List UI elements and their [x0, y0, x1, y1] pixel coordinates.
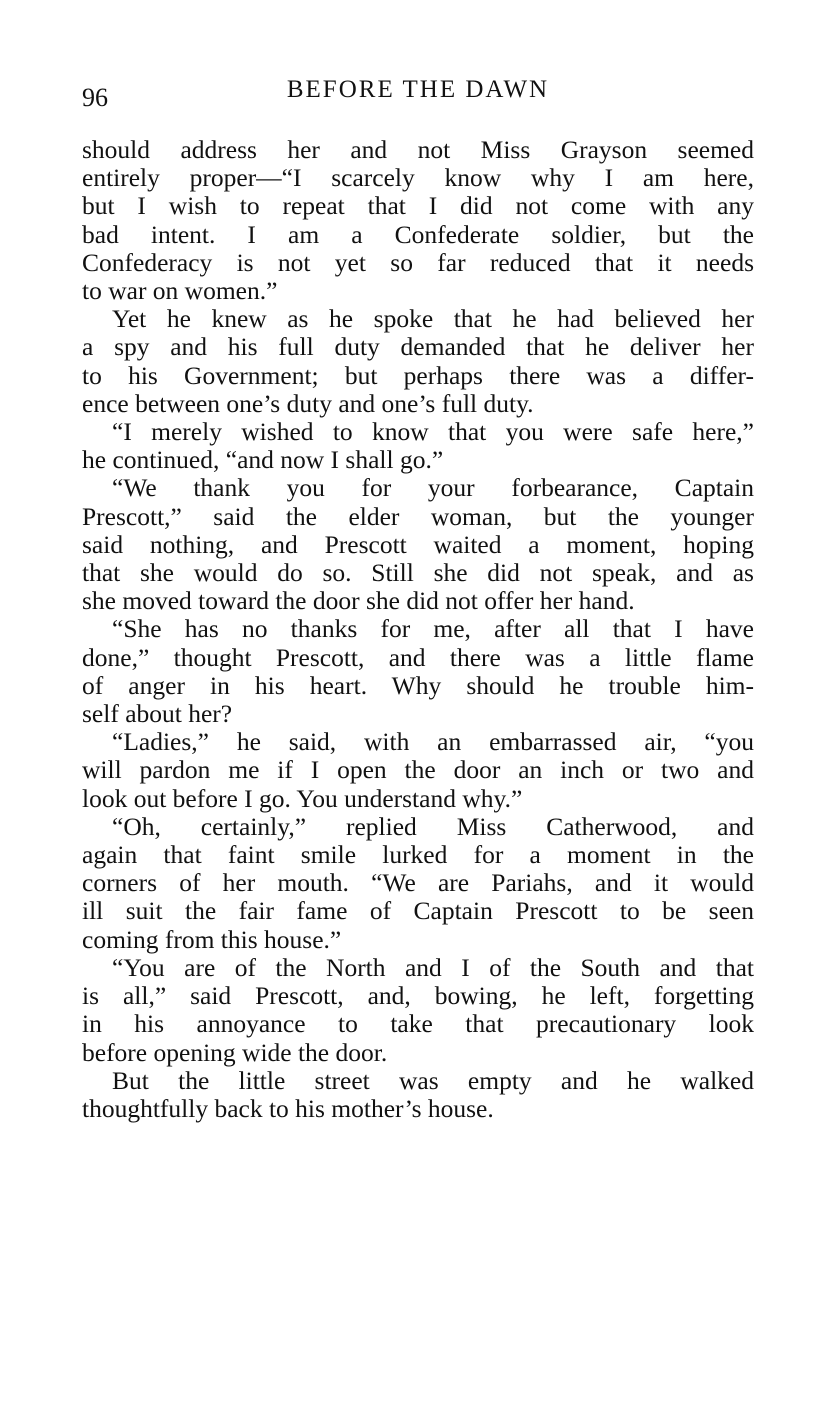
text-line: But the little street was empty and he walked: [112, 1065, 754, 1095]
paragraph: [82, 474, 754, 615]
paragraph: [82, 418, 754, 474]
text-line: but I wish to repeat that I did not come with any: [82, 191, 754, 221]
text-line: Yet he knew as he spoke that he had believed her: [112, 304, 754, 334]
text-line: before opening wide the door.: [82, 1037, 388, 1067]
text-line: “I merely wished to know that you were safe here,”: [112, 417, 754, 447]
text-line: done,” thought Prescott, and there was a little flame: [82, 642, 754, 672]
text-line: should address her and not Miss Grayson seemed: [82, 135, 754, 164]
text-line: to his Government; but perhaps there was a differ-: [82, 360, 754, 390]
text-line: “You are of the North and I of the South and that: [112, 952, 754, 982]
text-line: corners of her mouth. “We are Pariahs, and it would: [82, 868, 754, 898]
text-line: she moved toward the door she did not offer her hand.: [82, 586, 635, 616]
text-line: thoughtfully back to his mother’s house.: [82, 1093, 494, 1123]
text-line: in his annoyance to take that precautionary look: [82, 1009, 754, 1039]
text-line: “Oh, certainly,” replied Miss Catherwood, and: [112, 811, 754, 841]
paragraph: [82, 728, 754, 813]
running-head: [82, 70, 754, 114]
text-line: look out before I go. You understand why.”: [82, 783, 523, 813]
text-line: again that faint smile lurked for a moment in the: [82, 840, 754, 870]
text-line: “She has no thanks for me, after all that I have: [112, 614, 754, 644]
paragraph: [82, 136, 754, 305]
text-line: a spy and his full duty demanded that he deliver her: [82, 332, 754, 362]
text-line: Prescott,” said the elder woman, but the younger: [82, 501, 754, 531]
text-line: coming from this house.”: [82, 924, 342, 954]
text-line: to war on women.”: [82, 276, 278, 306]
body-text: [82, 136, 754, 1123]
text-line: bad intent. I am a Confederate soldier, but the: [82, 219, 754, 249]
text-line: of anger in his heart. Why should he trouble him-: [82, 670, 754, 700]
text-line: self about her?: [82, 699, 233, 729]
text-line: he continued, “and now I shall go.”: [82, 445, 444, 475]
text-line: is all,” said Prescott, and, bowing, he left, forgetting: [82, 981, 754, 1011]
text-line: Confederacy is not yet so far reduced that it needs: [82, 247, 754, 277]
text-line: will pardon me if I open the door an inch or two and: [82, 755, 754, 785]
text-line: “Ladies,” he said, with an embarrassed air, “you: [112, 727, 754, 757]
paragraph: [82, 813, 754, 954]
text-line: ill suit the fair fame of Captain Prescott to be seen: [82, 896, 754, 926]
paragraph: [82, 1067, 754, 1123]
page-number: 96: [82, 83, 108, 112]
running-title: BEFORE THE DAWN: [286, 76, 550, 103]
book-page: [82, 70, 754, 1123]
text-line: said nothing, and Prescott waited a moment, hoping: [82, 529, 754, 559]
text-line: entirely proper—“I scarcely know why I am here,: [82, 163, 754, 193]
text-line: ence between one’s duty and one’s full duty.: [82, 388, 534, 418]
paragraph: [82, 954, 754, 1067]
paragraph: [82, 615, 754, 728]
text-line: “We thank you for your forbearance, Captain: [112, 473, 754, 503]
text-line: that she would do so. Still she did not speak, and as: [82, 558, 754, 588]
paragraph: [82, 305, 754, 418]
